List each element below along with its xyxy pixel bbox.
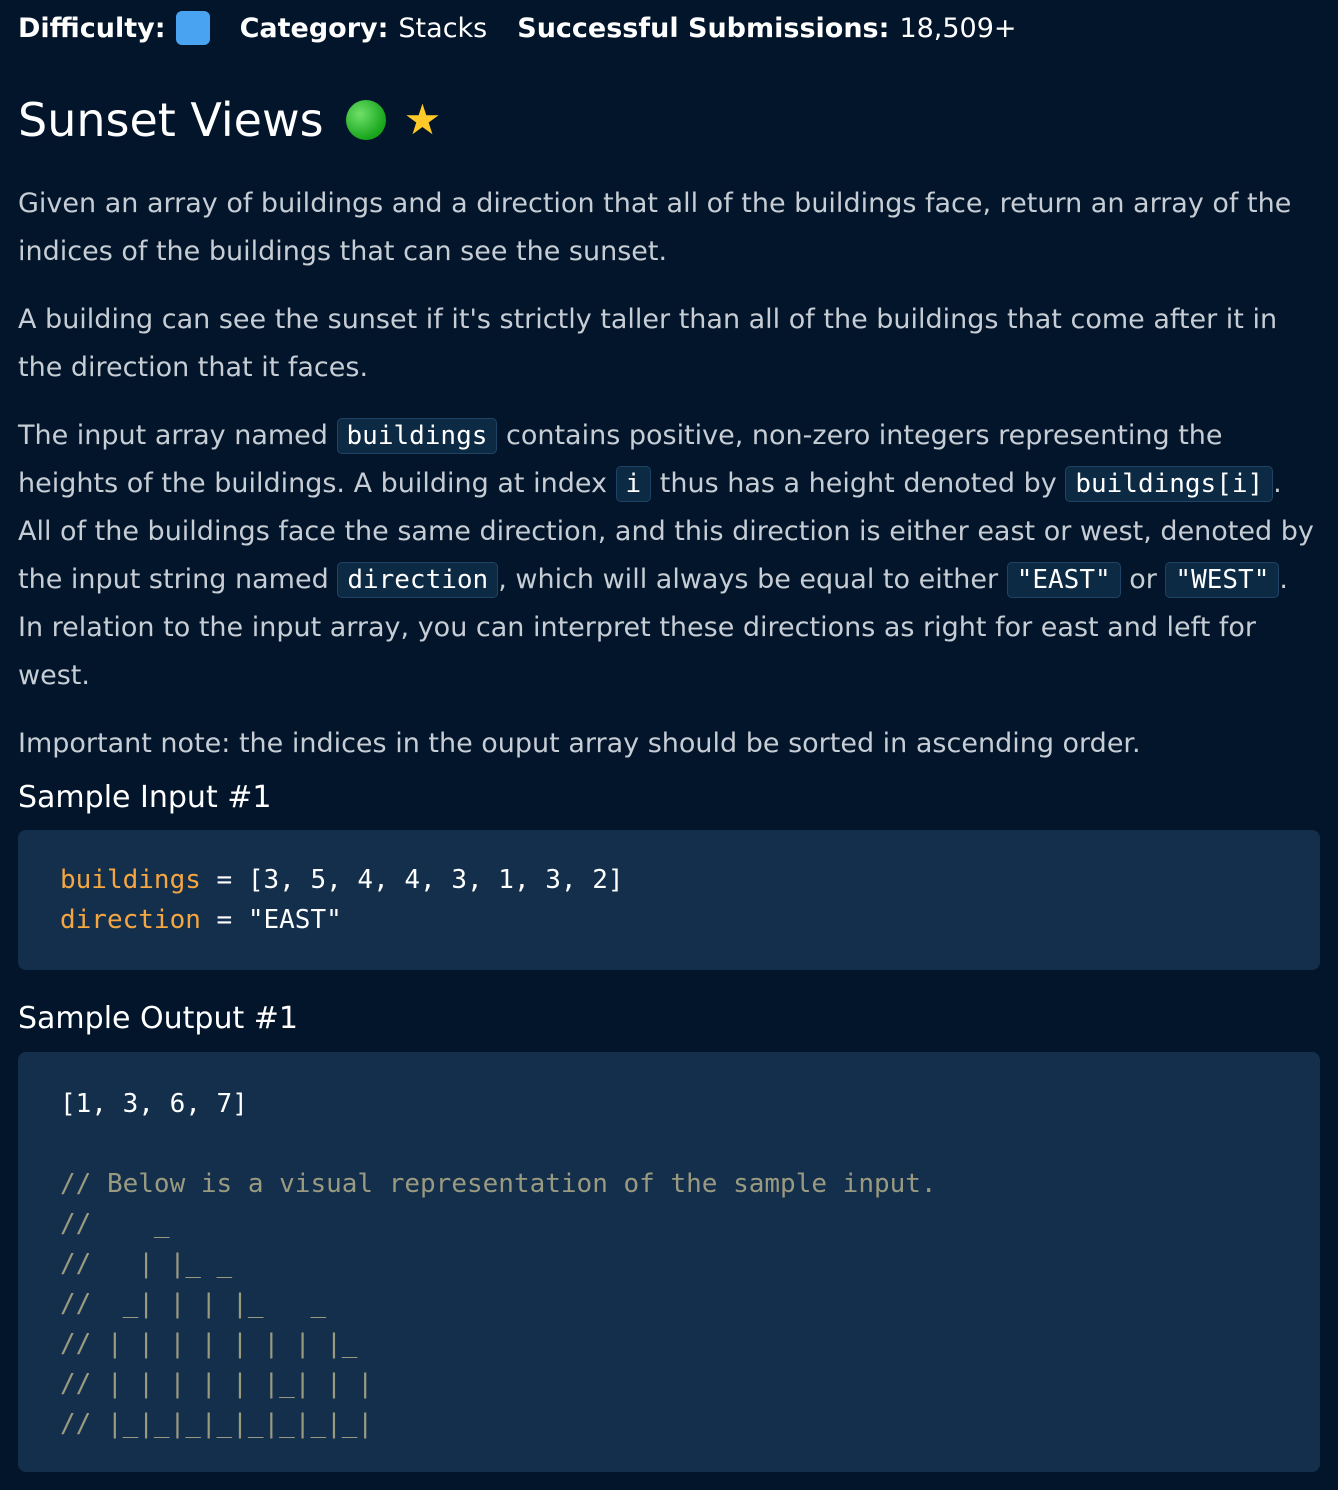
inline-code-west: "WEST" <box>1165 562 1279 598</box>
category-group <box>240 13 488 44</box>
submissions-value: 18,509+ <box>899 12 1017 44</box>
comment-line: // |_|_|_|_|_|_|_|_| <box>60 1409 374 1439</box>
difficulty-indicator-icon <box>176 11 210 45</box>
sample-input-code-block[interactable] <box>18 830 1320 970</box>
sample-output-code-block[interactable] <box>18 1052 1320 1472</box>
difficulty-label: Difficulty: <box>18 12 166 44</box>
inline-code-direction: direction <box>337 562 498 598</box>
problem-meta-bar <box>18 8 1047 48</box>
text-segment: or <box>1120 564 1166 595</box>
output-result-line: [1, 3, 6, 7] <box>60 1089 248 1119</box>
comment-line: // | | | | | | | |_ <box>60 1329 358 1359</box>
green-circle-icon <box>346 100 386 140</box>
blank-line <box>60 1124 1320 1164</box>
text-segment: The input array named <box>18 420 337 451</box>
submissions-group <box>517 13 1016 44</box>
category-label: Category: <box>239 12 389 44</box>
code-line <box>60 860 1320 900</box>
description-paragraph-2: A building can see the sunset if it's strictly taller than all of the buildings that come after it in the direction that it faces. <box>18 304 1278 383</box>
text-segment: . All of the buildings face the same direction, and this direction is either east or west, denoted by the input string named <box>18 468 1314 595</box>
description-paragraph-3 <box>18 412 1318 700</box>
category-value: Stacks <box>398 12 488 44</box>
problem-description <box>18 180 1318 788</box>
text-segment: , which will always be equal to either <box>498 564 1007 595</box>
description-paragraph-1: Given an array of buildings and a direction that all of the buildings face, return an array of the indices of the buildings that can see the sunset. <box>18 188 1292 267</box>
difficulty-group <box>18 11 210 45</box>
text-segment: . In relation to the input array, you can interpret these directions as right for east and left for west. <box>18 564 1288 691</box>
page-title: Sunset Views <box>18 93 324 147</box>
code-line <box>60 900 1320 940</box>
title-row <box>18 88 441 152</box>
code-value: = "EAST" <box>200 905 342 935</box>
description-paragraph-4: Important note: the indices in the ouput array should be sorted in ascending order. <box>18 728 1141 759</box>
inline-code-buildings: buildings <box>337 418 498 454</box>
comment-line: // | | | | | |_| | | <box>60 1369 374 1399</box>
comment-line: // Below is a visual representation of the sample input. <box>60 1169 937 1199</box>
comment-line: // | |_ _ <box>60 1249 233 1279</box>
comment-line: // _ <box>60 1209 170 1239</box>
sample-input-heading: Sample Input #1 <box>18 780 272 815</box>
sample-output-heading: Sample Output #1 <box>18 1001 298 1036</box>
inline-code-i: i <box>616 466 652 502</box>
code-variable: buildings <box>60 865 201 895</box>
code-variable: direction <box>60 905 201 935</box>
code-value: = [3, 5, 4, 4, 3, 1, 3, 2] <box>200 865 624 895</box>
text-segment: contains positive, non-zero integers representing the heights of the buildings. A building at index <box>18 420 1223 499</box>
text-segment: thus has a height denoted by <box>651 468 1066 499</box>
star-icon[interactable]: ★ <box>403 95 442 144</box>
inline-code-east: "EAST" <box>1007 562 1121 598</box>
submissions-label: Successful Submissions: <box>517 12 890 44</box>
comment-line: // _| | | |_ _ <box>60 1289 327 1319</box>
inline-code-buildings-i: buildings[i] <box>1065 466 1273 502</box>
